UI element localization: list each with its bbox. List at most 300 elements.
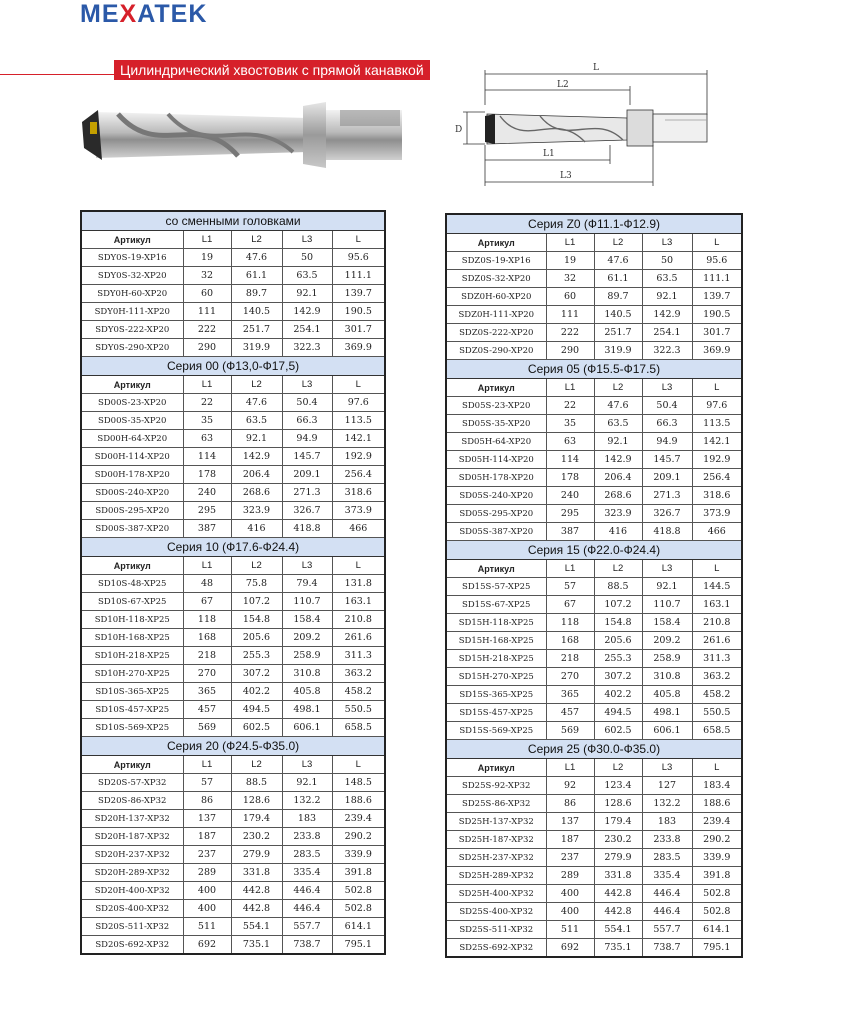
- dimension-cell: 222: [183, 321, 231, 339]
- article-cell: SD00H-178-XP20: [81, 466, 183, 484]
- dimension-cell: 614.1: [692, 921, 742, 939]
- table-row: [81, 810, 385, 828]
- series-title: Серия 20 (Ф24.5-Ф35.0): [81, 737, 385, 756]
- column-header: L1: [546, 379, 594, 397]
- dimension-cell: 61.1: [594, 270, 642, 288]
- dimension-cell: 50.4: [282, 394, 332, 412]
- dimension-cell: 550.5: [692, 704, 742, 722]
- dimension-cell: 446.4: [282, 900, 332, 918]
- column-header: Артикул: [81, 231, 183, 249]
- table-row: [446, 921, 742, 939]
- brand-logo: [80, 0, 207, 29]
- article-cell: SD00S-387-XP20: [81, 520, 183, 538]
- dimension-cell: 111.1: [692, 270, 742, 288]
- table-row: [446, 596, 742, 614]
- table-row: [446, 306, 742, 324]
- dimension-cell: 67: [546, 596, 594, 614]
- dimension-cell: 88.5: [594, 578, 642, 596]
- dimension-cell: 322.3: [642, 342, 692, 360]
- dimension-cell: 268.6: [594, 487, 642, 505]
- dimension-cell: 416: [231, 520, 282, 538]
- dimension-cell: 335.4: [642, 867, 692, 885]
- column-header: L1: [183, 231, 231, 249]
- right-spec-table: [445, 213, 743, 958]
- dimension-cell: 307.2: [231, 665, 282, 683]
- dimension-cell: 363.2: [332, 665, 385, 683]
- dimension-cell: 442.8: [231, 900, 282, 918]
- article-cell: SD05S-295-XP20: [446, 505, 546, 523]
- dimension-cell: 307.2: [594, 668, 642, 686]
- table-row: [81, 321, 385, 339]
- dimension-cell: 387: [183, 520, 231, 538]
- brand-logo-x: X: [119, 0, 138, 28]
- table-row: [81, 719, 385, 737]
- dimension-cell: 402.2: [594, 686, 642, 704]
- table-row: [446, 523, 742, 541]
- dimension-cell: 63.5: [282, 267, 332, 285]
- table-row: [81, 593, 385, 611]
- dimension-cell: 47.6: [231, 249, 282, 267]
- table-row: [446, 867, 742, 885]
- dimension-cell: 61.1: [231, 267, 282, 285]
- dimension-cell: 230.2: [594, 831, 642, 849]
- dimension-cell: 466: [692, 523, 742, 541]
- table-row: [81, 575, 385, 593]
- dimension-cell: 365: [546, 686, 594, 704]
- table-row: [446, 252, 742, 270]
- dimension-cell: 66.3: [282, 412, 332, 430]
- dimension-cell: 75.8: [231, 575, 282, 593]
- article-cell: SD25H-137-XP32: [446, 813, 546, 831]
- dimension-cell: 92.1: [594, 433, 642, 451]
- table-row: [446, 831, 742, 849]
- table-row: [81, 864, 385, 882]
- series-title-row: [81, 357, 385, 376]
- dimension-cell: 735.1: [231, 936, 282, 955]
- dimension-cell: 301.7: [692, 324, 742, 342]
- dimension-cell: 240: [183, 484, 231, 502]
- article-cell: SD15S-57-XP25: [446, 578, 546, 596]
- table-row: [446, 939, 742, 958]
- table-row: [446, 632, 742, 650]
- article-cell: SD20S-511-XP32: [81, 918, 183, 936]
- dimension-cell: 210.8: [692, 614, 742, 632]
- dimension-cell: 131.8: [332, 575, 385, 593]
- dimension-cell: 442.8: [231, 882, 282, 900]
- dimension-cell: 400: [546, 903, 594, 921]
- dimension-cell: 57: [183, 774, 231, 792]
- dimension-cell: 311.3: [332, 647, 385, 665]
- dim-label-L3: L3: [560, 171, 572, 181]
- dim-label-L1: L1: [543, 149, 555, 159]
- dimension-cell: 261.6: [692, 632, 742, 650]
- dimension-cell: 47.6: [594, 397, 642, 415]
- dimension-cell: 511: [183, 918, 231, 936]
- dimension-cell: 123.4: [594, 777, 642, 795]
- article-cell: SD15S-569-XP25: [446, 722, 546, 740]
- dimension-cell: 60: [546, 288, 594, 306]
- table-row: [81, 846, 385, 864]
- dimension-cell: 369.9: [692, 342, 742, 360]
- column-header: L: [332, 376, 385, 394]
- dimension-cell: 88.5: [231, 774, 282, 792]
- dimension-cell: 22: [546, 397, 594, 415]
- table-row: [446, 849, 742, 867]
- dimension-cell: 446.4: [642, 885, 692, 903]
- dimension-cell: 60: [183, 285, 231, 303]
- dimension-cell: 132.2: [642, 795, 692, 813]
- column-header: L: [332, 756, 385, 774]
- article-cell: SD10H-168-XP25: [81, 629, 183, 647]
- table-row: [81, 936, 385, 955]
- dimension-cell: 142.1: [692, 433, 742, 451]
- dimension-cell: 466: [332, 520, 385, 538]
- series-title-row: [446, 214, 742, 234]
- dimension-cell: 111: [183, 303, 231, 321]
- dimension-cell: 387: [546, 523, 594, 541]
- dimension-cell: 139.7: [332, 285, 385, 303]
- dimension-cell: 458.2: [692, 686, 742, 704]
- table-row: [81, 900, 385, 918]
- dimension-cell: 738.7: [642, 939, 692, 958]
- dimension-cell: 251.7: [594, 324, 642, 342]
- dimension-cell: 239.4: [692, 813, 742, 831]
- table-row: [446, 704, 742, 722]
- dimension-cell: 118: [183, 611, 231, 629]
- dimension-cell: 139.7: [692, 288, 742, 306]
- article-cell: SD15H-118-XP25: [446, 614, 546, 632]
- series-title-row: [446, 740, 742, 759]
- table-row: [446, 288, 742, 306]
- table-row: [81, 792, 385, 810]
- dimension-cell: 557.7: [642, 921, 692, 939]
- article-cell: SD25H-289-XP32: [446, 867, 546, 885]
- dimension-cell: 326.7: [282, 502, 332, 520]
- article-cell: SD25S-86-XP32: [446, 795, 546, 813]
- column-header: L2: [594, 759, 642, 777]
- dimension-cell: 187: [183, 828, 231, 846]
- dimension-cell: 89.7: [594, 288, 642, 306]
- dimension-cell: 795.1: [332, 936, 385, 955]
- dimension-cell: 502.8: [692, 903, 742, 921]
- series-title: Серия 10 (Ф17.6-Ф24.4): [81, 538, 385, 557]
- article-cell: SDZ0S-290-XP20: [446, 342, 546, 360]
- dimension-cell: 326.7: [642, 505, 692, 523]
- dimension-cell: 442.8: [594, 903, 642, 921]
- dimension-cell: 92: [546, 777, 594, 795]
- dimension-cell: 144.5: [692, 578, 742, 596]
- dimension-cell: 50: [282, 249, 332, 267]
- table-row: [446, 342, 742, 360]
- dimension-cell: 458.2: [332, 683, 385, 701]
- dimension-cell: 251.7: [231, 321, 282, 339]
- dimension-cell: 402.2: [231, 683, 282, 701]
- dimension-cell: 142.9: [642, 306, 692, 324]
- dimension-cell: 239.4: [332, 810, 385, 828]
- dimension-drawing: [445, 60, 715, 200]
- dimension-cell: 163.1: [692, 596, 742, 614]
- article-cell: SD05H-114-XP20: [446, 451, 546, 469]
- dimension-cell: 205.6: [231, 629, 282, 647]
- article-cell: SD25H-400-XP32: [446, 885, 546, 903]
- article-cell: SD00S-23-XP20: [81, 394, 183, 412]
- article-cell: SD20S-86-XP32: [81, 792, 183, 810]
- dimension-cell: 19: [183, 249, 231, 267]
- dimension-cell: 107.2: [594, 596, 642, 614]
- dimension-cell: 237: [183, 846, 231, 864]
- dimension-cell: 206.4: [594, 469, 642, 487]
- dimension-cell: 255.3: [231, 647, 282, 665]
- dimension-cell: 140.5: [594, 306, 642, 324]
- column-header: L1: [183, 557, 231, 575]
- dimension-cell: 258.9: [642, 650, 692, 668]
- article-cell: SDY0H-60-XP20: [81, 285, 183, 303]
- dimension-cell: 290.2: [692, 831, 742, 849]
- dimension-cell: 550.5: [332, 701, 385, 719]
- dimension-cell: 339.9: [692, 849, 742, 867]
- series-title: Серия 15 (Ф22.0-Ф24.4): [446, 541, 742, 560]
- dimension-cell: 140.5: [231, 303, 282, 321]
- article-cell: SDY0S-222-XP20: [81, 321, 183, 339]
- dimension-cell: 206.4: [231, 466, 282, 484]
- dimension-cell: 311.3: [692, 650, 742, 668]
- table-row: [446, 324, 742, 342]
- dimension-cell: 335.4: [282, 864, 332, 882]
- dimension-cell: 145.7: [642, 451, 692, 469]
- dimension-cell: 258.9: [282, 647, 332, 665]
- table-row: [446, 270, 742, 288]
- series-title: Серия 00 (Ф13,0-Ф17,5): [81, 357, 385, 376]
- dimension-cell: 323.9: [231, 502, 282, 520]
- dim-label-L: L: [593, 63, 599, 73]
- table-row: [81, 249, 385, 267]
- table-row: [446, 885, 742, 903]
- dimension-cell: 209.1: [642, 469, 692, 487]
- dimension-cell: 183.4: [692, 777, 742, 795]
- dimension-cell: 47.6: [231, 394, 282, 412]
- column-header: L2: [594, 234, 642, 252]
- column-header: Артикул: [446, 234, 546, 252]
- dimension-cell: 95.6: [332, 249, 385, 267]
- dimension-cell: 391.8: [332, 864, 385, 882]
- table-row: [81, 394, 385, 412]
- article-cell: SD10H-118-XP25: [81, 611, 183, 629]
- table-row: [446, 433, 742, 451]
- dimension-cell: 209.1: [282, 466, 332, 484]
- series-title-row: [446, 541, 742, 560]
- dimension-cell: 107.2: [231, 593, 282, 611]
- dimension-cell: 569: [546, 722, 594, 740]
- table-row: [446, 777, 742, 795]
- drill-photo-image: [78, 100, 408, 170]
- dimension-cell: 323.9: [594, 505, 642, 523]
- dimension-cell: 209.2: [282, 629, 332, 647]
- dimension-cell: 494.5: [231, 701, 282, 719]
- article-cell: SD25S-400-XP32: [446, 903, 546, 921]
- dimension-cell: 254.1: [282, 321, 332, 339]
- dimension-cell: 94.9: [642, 433, 692, 451]
- dimension-cell: 331.8: [594, 867, 642, 885]
- dimension-cell: 222: [546, 324, 594, 342]
- dimension-cell: 114: [183, 448, 231, 466]
- dimension-cell: 92.1: [282, 774, 332, 792]
- dimension-cell: 111.1: [332, 267, 385, 285]
- dimension-cell: 279.9: [231, 846, 282, 864]
- dimension-cell: 190.5: [332, 303, 385, 321]
- dimension-cell: 511: [546, 921, 594, 939]
- table-row: [81, 339, 385, 357]
- article-cell: SDZ0S-32-XP20: [446, 270, 546, 288]
- dimension-cell: 192.9: [332, 448, 385, 466]
- article-cell: SD10H-218-XP25: [81, 647, 183, 665]
- dimension-cell: 148.5: [332, 774, 385, 792]
- dimension-cell: 606.1: [282, 719, 332, 737]
- dimension-cell: 502.8: [332, 882, 385, 900]
- dimension-cell: 158.4: [282, 611, 332, 629]
- table-row: [446, 668, 742, 686]
- article-cell: SD15S-365-XP25: [446, 686, 546, 704]
- dimension-cell: 163.1: [332, 593, 385, 611]
- article-cell: SD20H-289-XP32: [81, 864, 183, 882]
- column-header: Артикул: [81, 376, 183, 394]
- dimension-cell: 158.4: [642, 614, 692, 632]
- dimension-cell: 373.9: [692, 505, 742, 523]
- article-cell: SDZ0S-19-XP16: [446, 252, 546, 270]
- dimension-cell: 373.9: [332, 502, 385, 520]
- dimension-cell: 319.9: [231, 339, 282, 357]
- series-title-row: [81, 211, 385, 231]
- dimension-cell: 111: [546, 306, 594, 324]
- article-cell: SD25S-92-XP32: [446, 777, 546, 795]
- column-header-row: [81, 557, 385, 575]
- series-title-row: [81, 737, 385, 756]
- dimension-cell: 92.1: [231, 430, 282, 448]
- dimension-cell: 113.5: [332, 412, 385, 430]
- dimension-cell: 457: [546, 704, 594, 722]
- dimension-cell: 405.8: [282, 683, 332, 701]
- article-cell: SD25S-692-XP32: [446, 939, 546, 958]
- dimension-cell: 183: [282, 810, 332, 828]
- dimension-cell: 442.8: [594, 885, 642, 903]
- column-header: L3: [282, 756, 332, 774]
- table-row: [446, 469, 742, 487]
- dimension-cell: 57: [546, 578, 594, 596]
- table-row: [446, 578, 742, 596]
- table-row: [81, 629, 385, 647]
- dimension-cell: 400: [183, 900, 231, 918]
- dimension-cell: 86: [546, 795, 594, 813]
- column-header: L2: [231, 557, 282, 575]
- dimension-cell: 145.7: [282, 448, 332, 466]
- column-header: Артикул: [81, 756, 183, 774]
- dimension-cell: 446.4: [282, 882, 332, 900]
- dimension-cell: 240: [546, 487, 594, 505]
- dimension-cell: 168: [546, 632, 594, 650]
- dimension-cell: 738.7: [282, 936, 332, 955]
- dimension-cell: 97.6: [692, 397, 742, 415]
- table-row: [81, 882, 385, 900]
- dimension-cell: 319.9: [594, 342, 642, 360]
- dimension-cell: 365: [183, 683, 231, 701]
- table-row: [446, 813, 742, 831]
- column-header: L: [332, 557, 385, 575]
- table-row: [446, 487, 742, 505]
- article-cell: SD05H-64-XP20: [446, 433, 546, 451]
- dimension-cell: 142.9: [282, 303, 332, 321]
- brand-logo-part: ATEK: [137, 0, 208, 28]
- dimension-cell: 183: [642, 813, 692, 831]
- column-header: L2: [594, 560, 642, 578]
- column-header: L1: [546, 759, 594, 777]
- dimension-cell: 256.4: [332, 466, 385, 484]
- series-title-row: [81, 538, 385, 557]
- dimension-cell: 290.2: [332, 828, 385, 846]
- table-row: [81, 520, 385, 538]
- dimension-cell: 310.8: [282, 665, 332, 683]
- dimension-cell: 289: [183, 864, 231, 882]
- column-header: L3: [642, 234, 692, 252]
- dimension-cell: 97.6: [332, 394, 385, 412]
- dimension-cell: 32: [183, 267, 231, 285]
- dimension-cell: 63: [546, 433, 594, 451]
- dimension-cell: 254.1: [642, 324, 692, 342]
- section-banner: Цилиндрический хвостовик с прямой канавкой: [114, 60, 430, 80]
- table-row: [81, 611, 385, 629]
- dimension-cell: 142.1: [332, 430, 385, 448]
- column-header: L1: [183, 756, 231, 774]
- dimension-cell: 218: [183, 647, 231, 665]
- dimension-cell: 602.5: [594, 722, 642, 740]
- article-cell: SD20H-137-XP32: [81, 810, 183, 828]
- dimension-cell: 502.8: [692, 885, 742, 903]
- column-header: Артикул: [81, 557, 183, 575]
- article-cell: SDY0S-19-XP16: [81, 249, 183, 267]
- dimension-cell: 188.6: [692, 795, 742, 813]
- dimension-cell: 50: [642, 252, 692, 270]
- dimension-cell: 498.1: [282, 701, 332, 719]
- dimension-cell: 418.8: [642, 523, 692, 541]
- dimension-cell: 32: [546, 270, 594, 288]
- column-header: L2: [231, 231, 282, 249]
- dimension-cell: 268.6: [231, 484, 282, 502]
- dimension-cell: 233.8: [642, 831, 692, 849]
- dimension-cell: 142.9: [594, 451, 642, 469]
- dimension-cell: 318.6: [692, 487, 742, 505]
- table-row: [81, 484, 385, 502]
- column-header: L3: [642, 759, 692, 777]
- dimension-cell: 339.9: [332, 846, 385, 864]
- column-header-row: [446, 234, 742, 252]
- table-row: [446, 415, 742, 433]
- dimension-cell: 400: [546, 885, 594, 903]
- dimension-cell: 50.4: [642, 397, 692, 415]
- dimension-cell: 369.9: [332, 339, 385, 357]
- article-cell: SD15S-457-XP25: [446, 704, 546, 722]
- column-header: L: [692, 560, 742, 578]
- article-cell: SD15H-168-XP25: [446, 632, 546, 650]
- dimension-cell: 692: [546, 939, 594, 958]
- dimension-cell: 295: [183, 502, 231, 520]
- dimension-cell: 283.5: [282, 846, 332, 864]
- dimension-cell: 118: [546, 614, 594, 632]
- dimension-cell: 363.2: [692, 668, 742, 686]
- table-row: [81, 412, 385, 430]
- dimension-cell: 128.6: [231, 792, 282, 810]
- column-header: L: [692, 379, 742, 397]
- dimension-cell: 692: [183, 936, 231, 955]
- table-row: [446, 722, 742, 740]
- dimension-cell: 279.9: [594, 849, 642, 867]
